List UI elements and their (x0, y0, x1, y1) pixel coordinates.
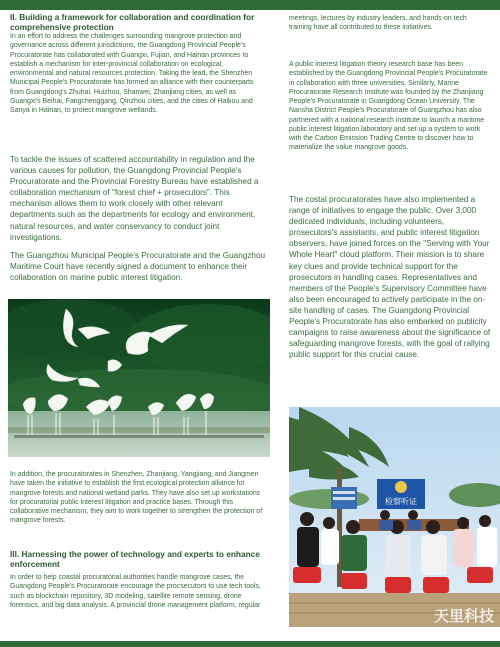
watermark-text: 天里科技 (433, 607, 494, 625)
bottom-accent-bar (0, 641, 500, 647)
paragraph-inter-provincial: In an effort to address the challenges surrounding mangrove protection and governance across different jurisdictions, the Guangdong Provincial People's Procuratorate has collaborated with Guangxi, Fujian, and Hainan provinces to establish a mechanism for inter-provincial collaboration on ecological, environmental and natural resources protection. Taking the lead, the Shenzhen Municipal People's Procuratorate has formed an alliance with their counterparts from Guangdong's Zhuhai, Huizhou, Shanwei, Zhanjiang cities, as well as Guangxi's Beihai, Fangchenggang, Qinzhou cities, and the cities of Haikou and Sanya in Hainan, to protect mangrove wetlands. (10, 33, 254, 114)
section-3-heading: III. Harnessing the power of technology and experts to enhance enforcement (10, 549, 260, 569)
top-accent-bar (0, 0, 500, 10)
paragraph-training: meetings, lectures by industry leaders, and hands-on tech training have all contributed to these initiatives. (289, 15, 467, 32)
paragraph-forest-chief: To tackle the issues of scattered accountability in regulation and the various causes for pollution, the Guangdong Provincial People's Procuratorate and the Provincial Forestry Bureau have established a collaboration mechanism of "forest chief + prosecutors". This mechanism allows them to work closely with other relevant departments such as the departments for ecology and environment, natural resources, and water conservancy to conduct joint investigations. (10, 155, 259, 242)
egrets-mangrove-photo (8, 299, 270, 457)
hearing-banner-text: 检察听证 (385, 497, 417, 506)
section-2-heading: II. Building a framework for collaboration and coordination for comprehensive protection (10, 12, 255, 32)
paragraph-maritime-court: The Guangzhou Municipal People's Procuratorate and the Guangzhou Maritime Court have recently signed a document to enhance their collaboration on marine public interest litigation. (10, 251, 266, 283)
paragraph-alliance: In addition, the procuratorates in Shenzhen, Zhanjiang, Yangjiang, and Jiangmen have taken the initiative to establish the first ecological protection alliance for mangrove forests and national wetland parks. They have also set up workstations for procuratorial public interest litigation and practice bases. Through this collaborative mechanism, they aim to work together to strengthen the protection of mangrove forests. (10, 471, 263, 525)
procuratorial-hearing-photo (289, 407, 500, 627)
paragraph-research-base: A public interest litigation theory research base has been established by the Guangdong Provincial People's Procuratorate in collaboration with three universities. Similarly, Marine Procuratorate Research Institute was founded by the Zhanjiang People's Procuratorate in Guangdong Ocean University. The Nansha District People's Procuratorate of Guangzhou has also partnered with a national research institute to launch a maritime public interest litigation laboratory and set up a system to work with the Carbon Emission Trading Centre to discover how to materialize the value mangrove goods. (289, 61, 488, 152)
paragraph-public-engagement: The costal procuratorates have also implemented a range of initiatives to engage the public. Over 3,000 dedicated individuals, including volunteers, prosecutors's assistants, and public interest litigation observers, have joined forces on the "Serving with Your Whole Heart" cloud platform. Their mission is to share key clues and provide technical support for the prosecutors in handling cases. Representatives and members of the People's Supervisory Committee have also been encouraged to actively participate in the on-site handling of cases. The Guangdong Provincial People's Procuratorate has also embarked on publicity campaigns to raise awareness about the significance of safeguarding mangrove forests, with the goal of rallying public support for this crucial cause. (289, 195, 491, 360)
paragraph-tech-tools: In order to help coastal procuratorial authorities handle mangrove cases, the Guangdong People's Procuratorate encourage the procsecutors to use tech tools, such as blockchain repository, 3D modeling, satellite remote sensing, drone forensics, and big data analysis. A provincial drone management platform, regular (10, 574, 261, 609)
